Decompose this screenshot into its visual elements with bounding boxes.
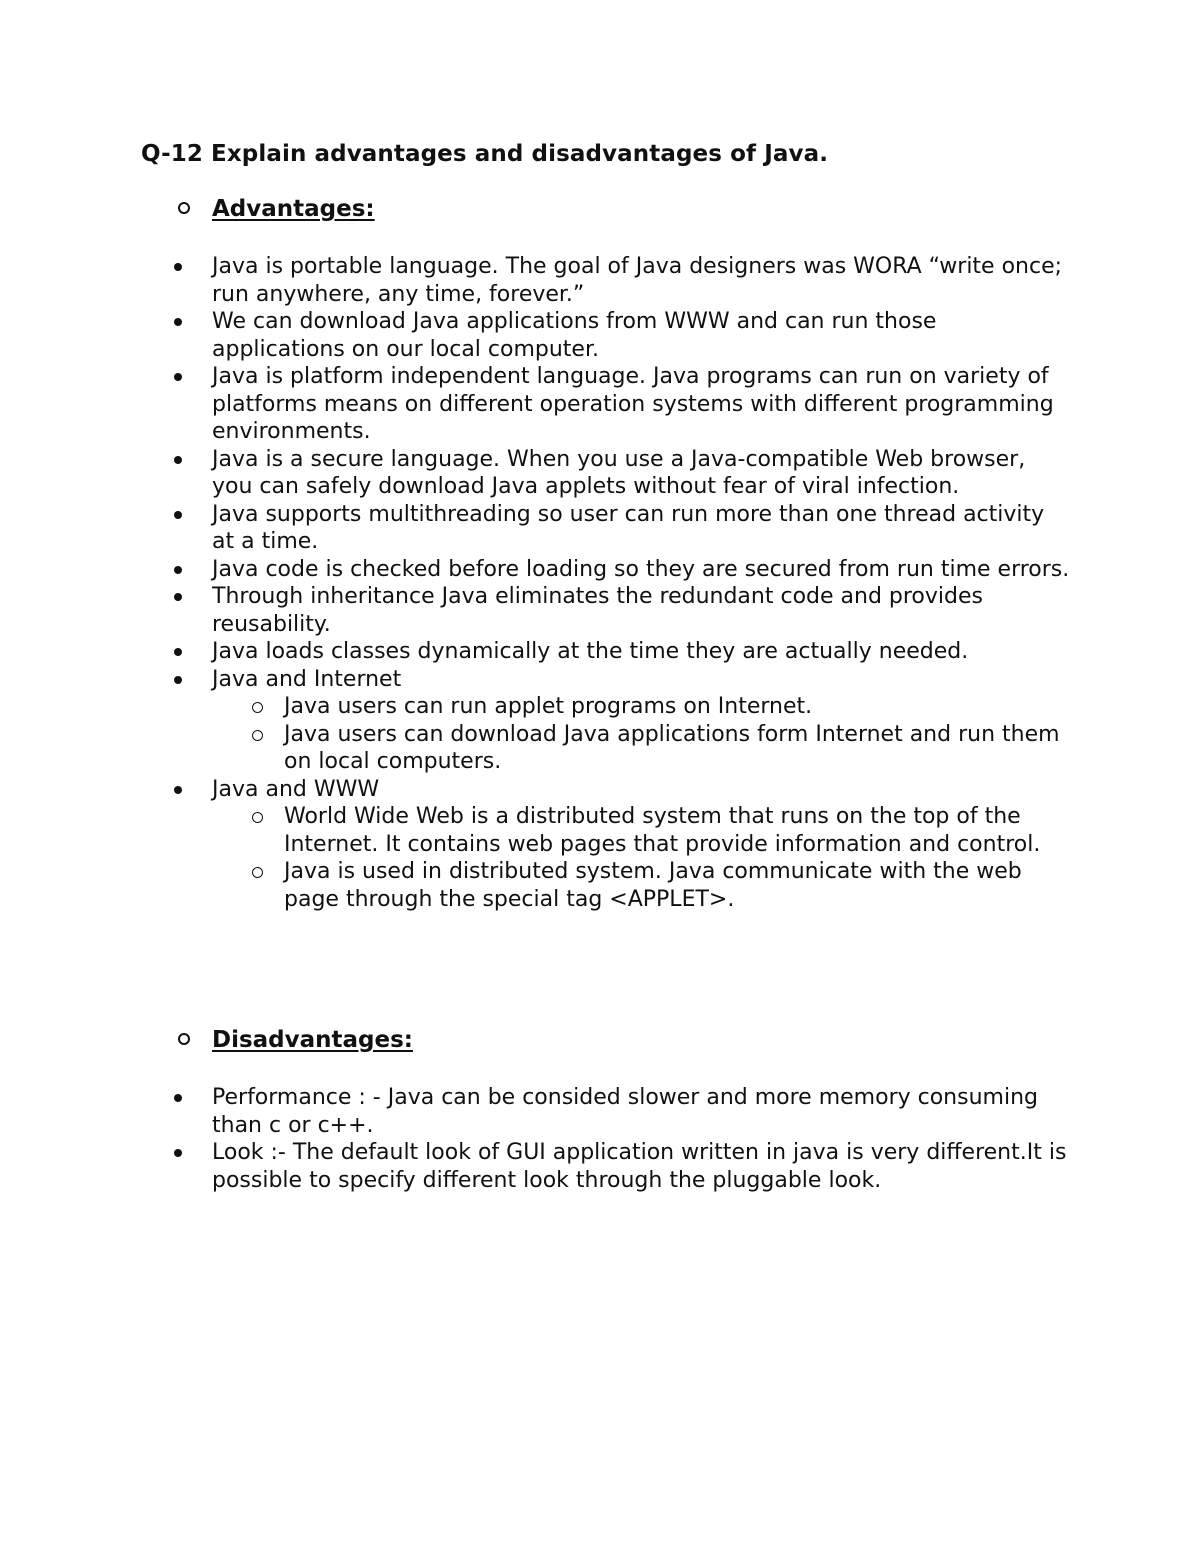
bullet-icon	[174, 676, 182, 684]
bullet-icon	[174, 511, 182, 519]
sub-list-item: World Wide Web is a distributed system that runs on the top of the Internet. It contains web pages that provide information and control.	[212, 803, 1072, 858]
sub-list-item: Java is used in distributed system. Java communicate with the web page through the special tag <APPLET>.	[212, 858, 1072, 913]
question-title: Q-12 Explain advantages and disadvantages of Java.	[141, 141, 829, 167]
sub-list-item: Java users can download Java applications form Internet and run them on local computers.	[212, 721, 1072, 776]
list-item: Java and WWW World Wide Web is a distributed system that runs on the top of the Internet. It contains web pages that provide information and control. Java is used in distributed system. Java communicate with the web page through the special tag <APPLET>.	[172, 776, 1072, 914]
disadvantages-heading-label: Disadvantages:	[212, 1027, 414, 1053]
list-item: We can download Java applications from WWW and can run those applications on our local computer.	[172, 308, 1072, 363]
list-item: Java is platform independent language. Java programs can run on variety of platforms means on different operation systems with different programming environments.	[172, 363, 1072, 446]
bullet-icon	[174, 648, 182, 656]
circle-bullet-icon	[178, 1033, 190, 1045]
list-item: Java is portable language. The goal of Java designers was WORA “write once; run anywhere, any time, forever.”	[172, 253, 1072, 308]
bullet-icon	[174, 1149, 182, 1157]
bullet-icon	[174, 456, 182, 464]
bullet-icon	[174, 318, 182, 326]
bullet-icon	[174, 263, 182, 271]
bullet-icon	[174, 786, 182, 794]
list-item: Performance : - Java can be consided slower and more memory consuming than c or c++.	[172, 1084, 1072, 1139]
hollow-circle-bullet-icon	[252, 730, 263, 741]
sub-list-item: Java users can run applet programs on Internet.	[212, 693, 1072, 721]
list-item: Java is a secure language. When you use a Java-compatible Web browser, you can safely download Java applets without fear of viral infection.	[172, 446, 1072, 501]
hollow-circle-bullet-icon	[252, 812, 263, 823]
advantages-heading	[178, 196, 375, 222]
bullet-icon	[174, 566, 182, 574]
circle-bullet-icon	[178, 202, 190, 214]
disadvantages-heading	[178, 1027, 413, 1053]
advantages-heading-label: Advantages:	[212, 196, 375, 222]
hollow-circle-bullet-icon	[252, 702, 263, 713]
list-item: Through inheritance Java eliminates the redundant code and provides reusability.	[172, 583, 1072, 638]
sub-list	[212, 693, 1072, 776]
list-item: Look :- The default look of GUI application written in java is very different.It is possible to specify different look through the pluggable look.	[172, 1139, 1072, 1194]
bullet-icon	[174, 593, 182, 601]
advantages-list	[172, 253, 1072, 913]
list-item: Java loads classes dynamically at the time they are actually needed.	[172, 638, 1072, 666]
list-item: Java and Internet Java users can run applet programs on Internet. Java users can download Java applications form Internet and run them on local computers.	[172, 666, 1072, 776]
bullet-icon	[174, 373, 182, 381]
bullet-icon	[174, 1094, 182, 1102]
disadvantages-list	[172, 1084, 1072, 1194]
sub-list	[212, 803, 1072, 913]
hollow-circle-bullet-icon	[252, 867, 263, 878]
list-item: Java supports multithreading so user can run more than one thread activity at a time.	[172, 501, 1072, 556]
list-item: Java code is checked before loading so they are secured from run time errors.	[172, 556, 1072, 584]
